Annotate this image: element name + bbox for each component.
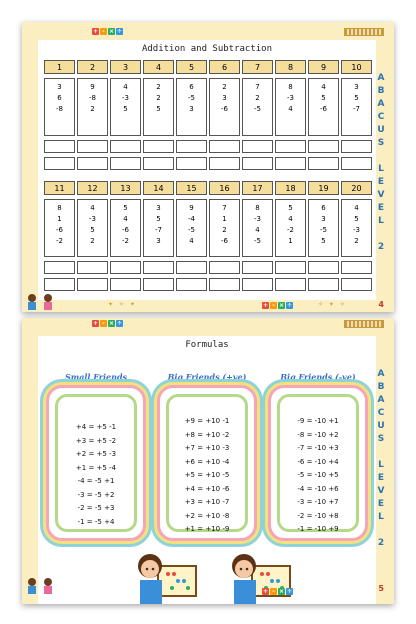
answer-box[interactable]	[242, 261, 273, 274]
question-number: 13	[110, 181, 141, 195]
question-grid-bottom	[44, 181, 374, 291]
formula-line: -2 = -10 +8	[297, 511, 339, 520]
question-value: 3	[222, 94, 227, 102]
question-numbers	[44, 199, 75, 257]
column-heading: Big Friends (-ve)	[280, 372, 356, 382]
question-number: 12	[77, 181, 108, 195]
question-value: 2	[90, 105, 95, 113]
question-value: 9	[189, 204, 194, 212]
brand-logo: + - × ÷	[262, 302, 293, 309]
answer-box[interactable]	[242, 140, 273, 153]
ruler-decoration	[344, 28, 384, 36]
question-value: 6	[321, 204, 326, 212]
question-value: 4	[123, 83, 128, 91]
brand-logo: + - × ÷	[262, 588, 293, 595]
question-value: -6	[56, 226, 63, 234]
formula-line: -6 = -10 +4	[297, 457, 339, 466]
side-label-letter: 2	[377, 538, 385, 548]
question-value: -5	[188, 226, 195, 234]
question-numbers	[77, 199, 108, 257]
question-numbers	[176, 78, 207, 136]
question-value: 8	[288, 83, 293, 91]
side-label-letter: V	[377, 190, 385, 200]
question-numbers	[176, 199, 207, 257]
answer-box[interactable]	[341, 140, 372, 153]
brand-logo: + - × ÷	[92, 28, 123, 35]
answer-box[interactable]	[110, 140, 141, 153]
question-numbers	[110, 78, 141, 136]
question-value: 9	[90, 83, 95, 91]
question-value: 2	[222, 226, 227, 234]
answer-box[interactable]	[242, 157, 273, 170]
answer-box[interactable]	[209, 261, 240, 274]
question-value: 8	[57, 204, 62, 212]
question-value: 1	[57, 215, 62, 223]
side-label-letter: A	[377, 395, 385, 405]
question-numbers	[44, 78, 75, 136]
answer-box[interactable]	[341, 278, 372, 291]
question-value: -7	[353, 105, 360, 113]
question-value: 8	[255, 204, 260, 212]
answer-box[interactable]	[176, 261, 207, 274]
answer-box[interactable]	[143, 261, 174, 274]
question-value: -6	[320, 105, 327, 113]
formula-card-big-friends-negative	[268, 385, 368, 541]
question-value: 2	[222, 83, 227, 91]
answer-box[interactable]	[44, 157, 75, 170]
answer-box[interactable]	[110, 261, 141, 274]
question-value: -2	[287, 226, 294, 234]
side-label-letter	[379, 446, 382, 459]
question-value: -6	[221, 237, 228, 245]
side-label-letter: U	[377, 421, 385, 431]
question-value: 5	[123, 204, 128, 212]
page-number: 5	[378, 584, 384, 593]
formula-panel	[38, 336, 376, 604]
question-value: -2	[56, 237, 63, 245]
question-value: 3	[354, 83, 359, 91]
side-label-letter: C	[377, 408, 385, 418]
answer-box[interactable]	[44, 278, 75, 291]
formula-line: -9 = -10 +1	[297, 417, 339, 425]
formula-line: -5 = -10 +5	[297, 471, 339, 479]
question-value: -3	[122, 94, 129, 102]
question-number: 16	[209, 181, 240, 195]
question-value: 3	[156, 204, 161, 212]
question-value: 4	[123, 215, 128, 223]
side-label-letter: L	[378, 512, 384, 522]
answer-box[interactable]	[143, 278, 174, 291]
question-value: -5	[320, 226, 327, 234]
question-value: 6	[189, 83, 194, 91]
formula-card-small-friends	[46, 385, 146, 541]
column-heading: Big Friends (+ve)	[167, 372, 247, 382]
side-label-letter: S	[377, 138, 385, 148]
question-numbers	[143, 199, 174, 257]
question-value: -5	[254, 105, 261, 113]
side-label-letter: L	[378, 216, 384, 226]
question-number: 18	[275, 181, 306, 195]
question-value: 2	[255, 94, 260, 102]
sparkle-icon: ✦ ✧ ✦	[108, 301, 137, 308]
answer-box[interactable]	[275, 157, 306, 170]
question-value: 4	[354, 204, 359, 212]
formula-line: +1 = +5 -4	[75, 463, 117, 472]
side-label-letter: B	[377, 86, 385, 96]
worksheet-page	[22, 22, 394, 312]
question-number: 11	[44, 181, 75, 195]
page-title: Formulas	[185, 340, 229, 350]
answer-box[interactable]	[77, 261, 108, 274]
question-number: 9	[308, 60, 339, 74]
question-value: -3	[353, 226, 360, 234]
question-numbers	[110, 199, 141, 257]
formula-card-big-friends-positive	[157, 385, 257, 541]
formula-line: -2 = -5 +3	[77, 504, 115, 512]
question-numbers	[341, 199, 372, 257]
formula-line: -3 = -10 +7	[297, 498, 339, 506]
question-value: 4	[288, 105, 293, 113]
formula-line: +5 = +10 -5	[184, 471, 230, 479]
question-value: 5	[354, 94, 359, 102]
formula-line: -4 = -10 +6	[297, 484, 339, 493]
answer-box[interactable]	[341, 157, 372, 170]
question-value: -8	[56, 105, 63, 113]
answer-box[interactable]	[44, 140, 75, 153]
answer-box[interactable]	[209, 278, 240, 291]
question-number: 8	[275, 60, 306, 74]
girl-abacus-icon	[128, 548, 198, 604]
girl-abacus-icon	[222, 548, 292, 604]
formula-line: +2 = +5 -3	[75, 450, 117, 458]
side-label-letter	[379, 150, 382, 163]
question-number: 19	[308, 181, 339, 195]
answer-box[interactable]	[341, 261, 372, 274]
question-value: 3	[321, 215, 326, 223]
answer-box[interactable]	[77, 157, 108, 170]
formula-line: +1 = +10 -9	[184, 525, 230, 533]
answer-box[interactable]	[77, 278, 108, 291]
kids-abacus-icon	[24, 576, 58, 596]
side-label-letter: E	[377, 473, 385, 483]
question-value: 5	[288, 204, 293, 212]
question-numbers	[308, 199, 339, 257]
answer-box[interactable]	[308, 278, 339, 291]
question-number: 2	[77, 60, 108, 74]
question-value: 5	[354, 215, 359, 223]
formula-line: +4 = +10 -6	[184, 484, 230, 493]
worksheet-panel	[38, 40, 376, 300]
formula-line: -3 = -5 +2	[77, 490, 115, 499]
question-numbers	[209, 199, 240, 257]
ruler-decoration	[344, 320, 384, 328]
side-label	[374, 368, 388, 550]
question-value: 5	[156, 215, 161, 223]
question-value: -8	[89, 94, 96, 102]
answer-box[interactable]	[143, 140, 174, 153]
formula-line: -1 = -10 +9	[297, 525, 339, 533]
question-value: 2	[354, 237, 359, 245]
side-label-letter: E	[377, 203, 385, 213]
question-number: 4	[143, 60, 174, 74]
side-label	[374, 72, 388, 254]
answer-box[interactable]	[44, 261, 75, 274]
formula-line: +2 = +10 -8	[184, 511, 230, 520]
answer-box[interactable]	[242, 278, 273, 291]
question-value: 4	[189, 237, 194, 245]
question-numbers	[308, 78, 339, 136]
sparkle-icon: ✧ ✦ ✧	[318, 301, 347, 308]
question-value: 5	[321, 237, 326, 245]
question-value: 4	[321, 83, 326, 91]
formula-line: -7 = -10 +3	[297, 444, 339, 452]
question-value: 5	[156, 105, 161, 113]
page-title: Addition and Subtraction	[141, 44, 273, 54]
answer-box[interactable]	[209, 140, 240, 153]
answer-box[interactable]	[176, 278, 207, 291]
question-value: -2	[122, 237, 129, 245]
formula-line: -1 = -5 +4	[77, 517, 115, 526]
question-value: 5	[123, 105, 128, 113]
answer-box[interactable]	[308, 261, 339, 274]
side-label-letter: L	[378, 164, 384, 174]
question-value: -7	[155, 226, 162, 234]
side-label-letter: L	[378, 460, 384, 470]
question-numbers	[209, 78, 240, 136]
column-heading: Small Friends	[64, 372, 128, 382]
answer-box[interactable]	[176, 157, 207, 170]
question-grid-top	[44, 60, 374, 170]
brand-logo: + - × ÷	[92, 320, 123, 327]
question-number: 15	[176, 181, 207, 195]
question-number: 5	[176, 60, 207, 74]
question-number: 6	[209, 60, 240, 74]
side-label-letter: A	[377, 73, 385, 83]
answer-box[interactable]	[110, 278, 141, 291]
question-value: 6	[57, 94, 62, 102]
question-number: 7	[242, 60, 273, 74]
question-value: 3	[57, 83, 62, 91]
question-number: 17	[242, 181, 273, 195]
question-number: 10	[341, 60, 372, 74]
question-value: 7	[255, 83, 260, 91]
formula-line: +7 = +10 -3	[184, 444, 230, 452]
side-label-letter: S	[377, 434, 385, 444]
answer-box[interactable]	[209, 157, 240, 170]
question-value: 2	[156, 94, 161, 102]
answer-box[interactable]	[110, 157, 141, 170]
answer-box[interactable]	[308, 140, 339, 153]
question-value: -3	[287, 94, 294, 102]
side-label-letter: E	[377, 499, 385, 509]
formula-line: -4 = -5 +1	[77, 477, 115, 485]
formula-line: +8 = +10 -2	[184, 430, 230, 439]
answer-box[interactable]	[275, 278, 306, 291]
side-label-letter: A	[377, 99, 385, 109]
side-label-letter	[379, 228, 382, 241]
formula-page	[22, 318, 394, 604]
question-value: 2	[156, 83, 161, 91]
question-value: -4	[188, 215, 195, 223]
question-value: -6	[122, 226, 129, 234]
question-value: -3	[89, 215, 96, 223]
question-value: 5	[321, 94, 326, 102]
side-label-letter	[379, 524, 382, 537]
question-number: 3	[110, 60, 141, 74]
kids-abacus-icon	[24, 292, 58, 312]
question-value: -5	[254, 237, 261, 245]
question-value: 3	[189, 105, 194, 113]
question-value: -6	[221, 105, 228, 113]
formula-line: +9 = +10 -1	[184, 417, 230, 425]
formula-line: +3 = +10 -7	[184, 498, 230, 506]
question-value: 1	[288, 237, 293, 245]
question-numbers	[143, 78, 174, 136]
side-label-letter: B	[377, 382, 385, 392]
side-label-letter: U	[377, 125, 385, 135]
question-numbers	[77, 78, 108, 136]
question-number: 1	[44, 60, 75, 74]
question-value: 4	[255, 226, 260, 234]
side-label-letter: A	[377, 369, 385, 379]
formula-line: +3 = +5 -2	[75, 436, 117, 445]
answer-box[interactable]	[275, 140, 306, 153]
question-value: 1	[222, 215, 227, 223]
question-numbers	[242, 78, 273, 136]
question-numbers	[275, 199, 306, 257]
question-numbers	[341, 78, 372, 136]
answer-box[interactable]	[275, 261, 306, 274]
question-value: -5	[188, 94, 195, 102]
question-numbers	[275, 78, 306, 136]
page-number: 4	[378, 300, 384, 309]
question-value: 3	[156, 237, 161, 245]
question-number: 14	[143, 181, 174, 195]
answer-box[interactable]	[176, 140, 207, 153]
side-label-letter: C	[377, 112, 385, 122]
answer-box[interactable]	[143, 157, 174, 170]
formula-line: +6 = +10 -4	[184, 457, 230, 466]
question-number: 20	[341, 181, 372, 195]
question-value: 2	[90, 237, 95, 245]
side-label-letter: 2	[377, 242, 385, 252]
question-value: 7	[222, 204, 227, 212]
side-label-letter: V	[377, 486, 385, 496]
question-value: 5	[90, 226, 95, 234]
question-value: -3	[254, 215, 261, 223]
answer-box[interactable]	[77, 140, 108, 153]
formula-line: -8 = -10 +2	[297, 430, 339, 439]
question-value: 4	[288, 215, 293, 223]
side-label-letter: E	[377, 177, 385, 187]
question-numbers	[242, 199, 273, 257]
answer-box[interactable]	[308, 157, 339, 170]
question-value: 4	[90, 204, 95, 212]
formula-line: +4 = +5 -1	[75, 423, 117, 431]
